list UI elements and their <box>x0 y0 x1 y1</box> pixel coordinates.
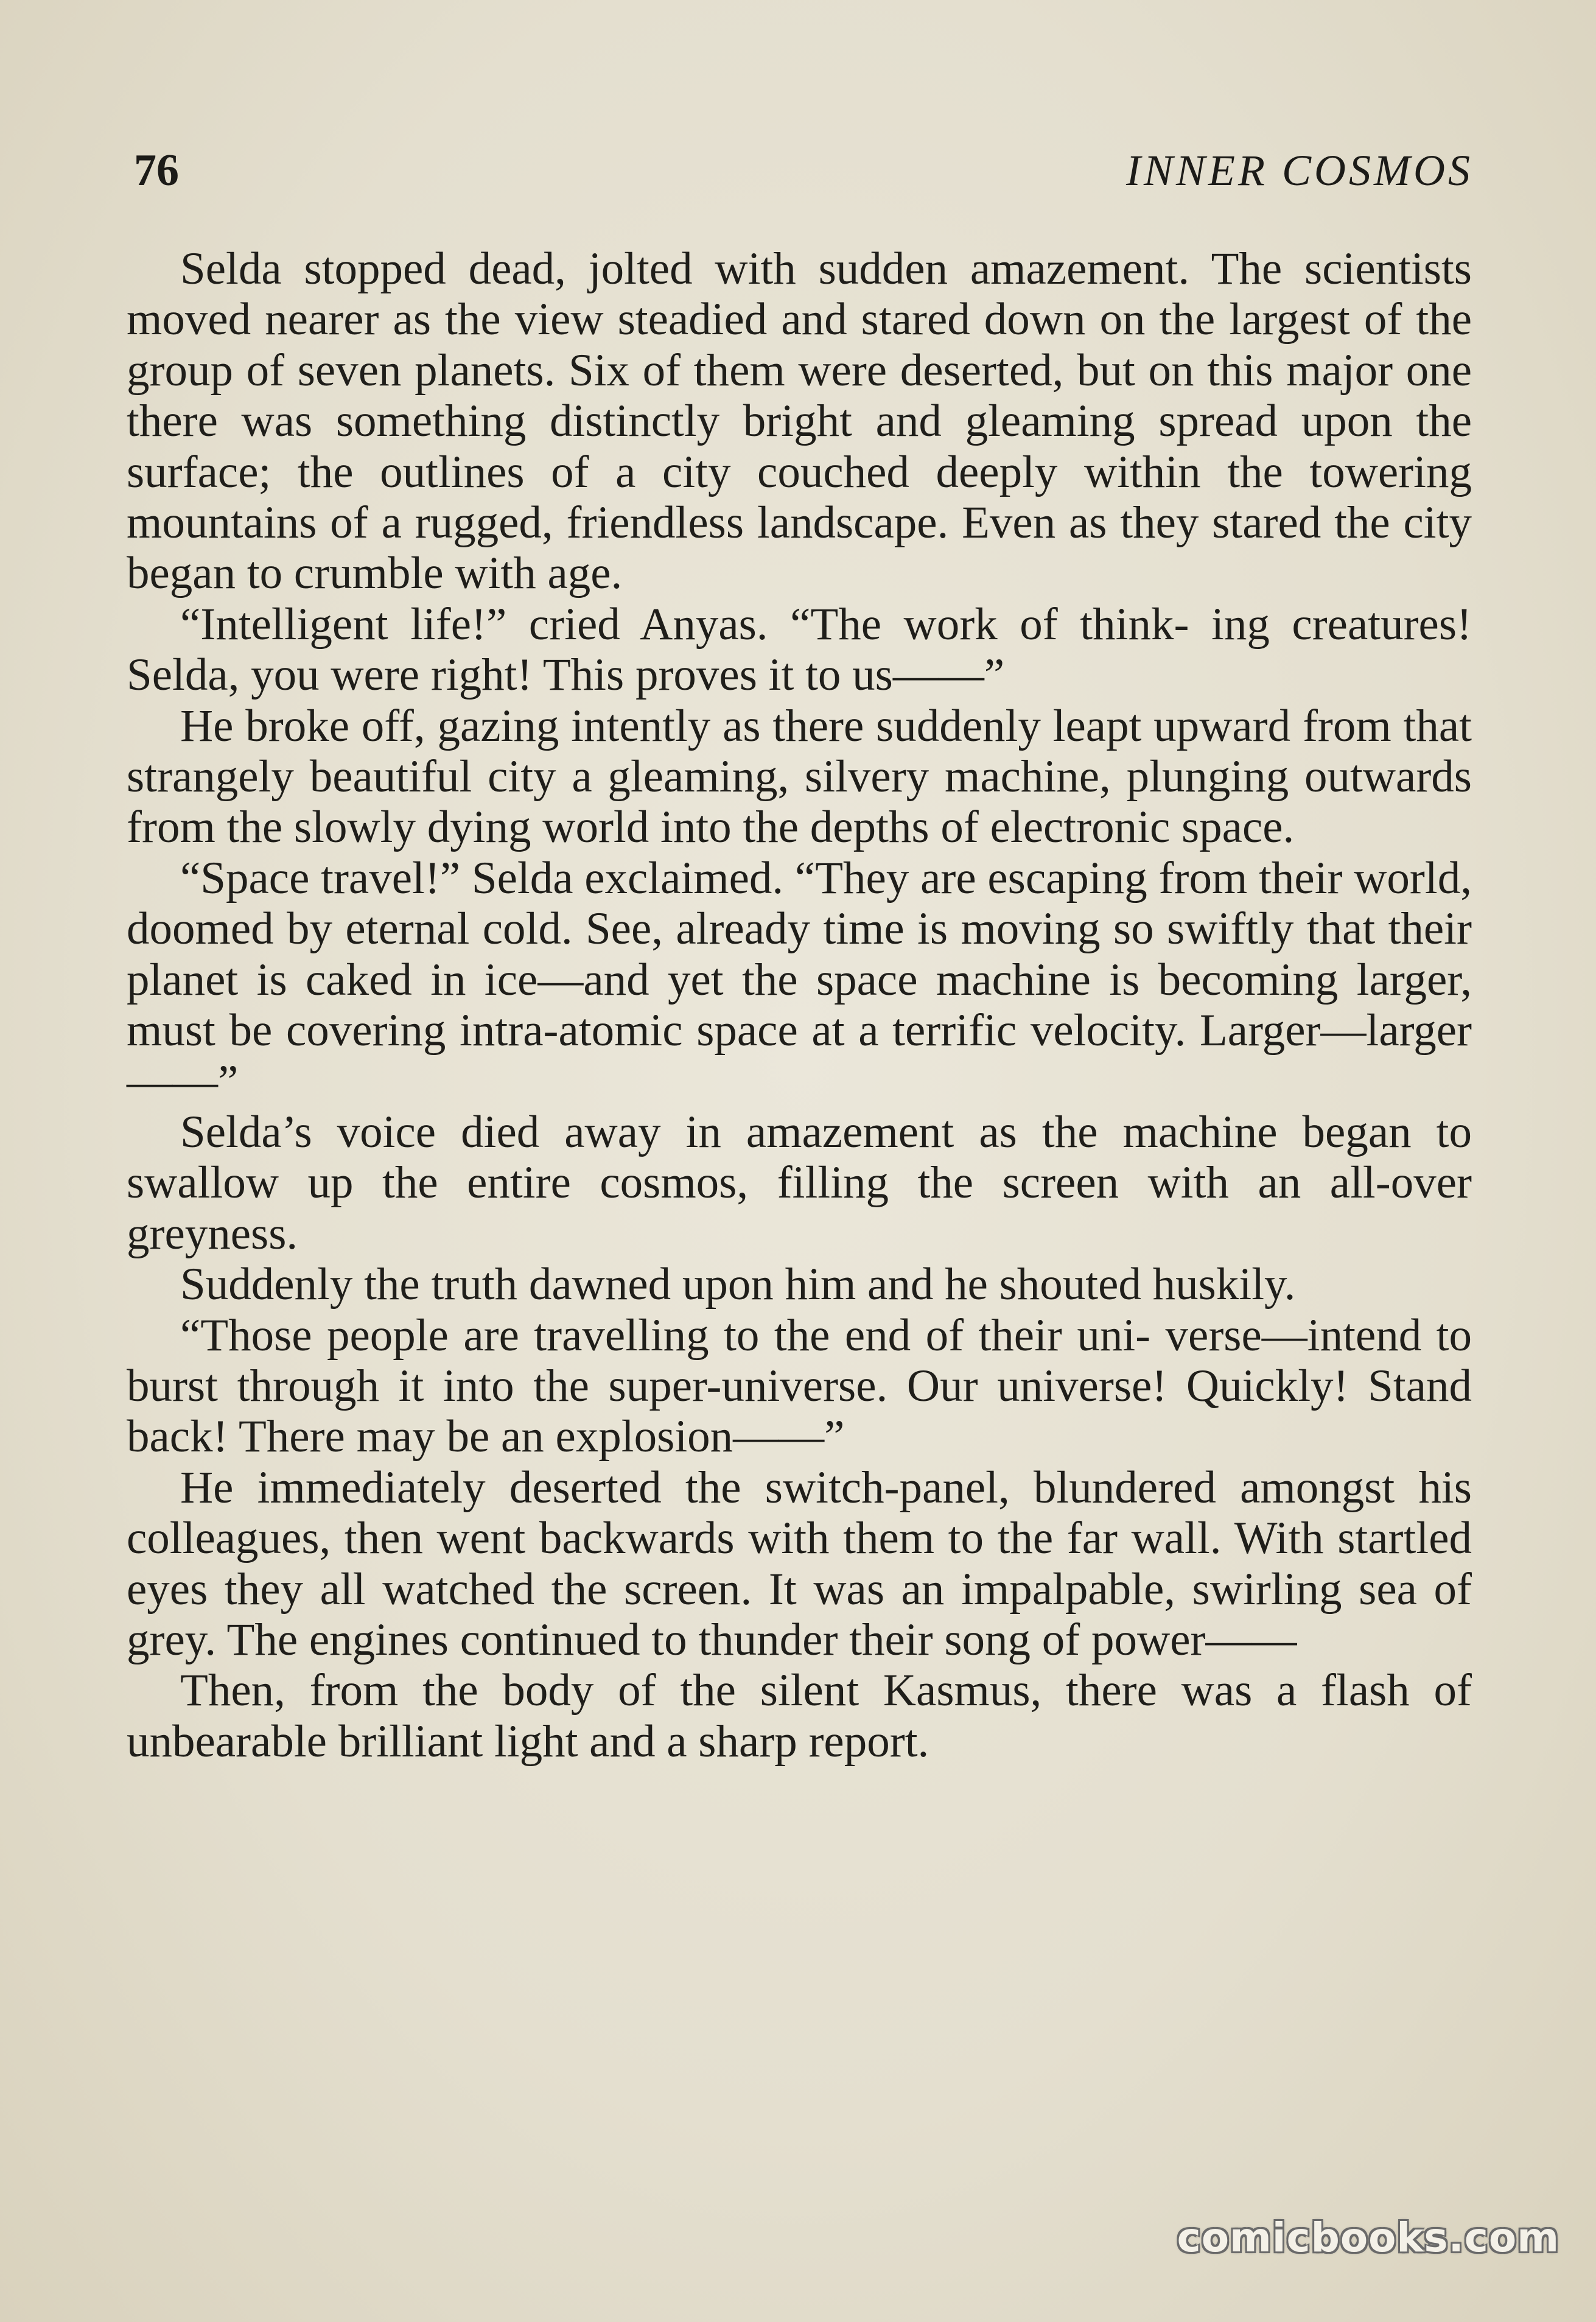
running-head <box>134 137 1473 204</box>
paragraph: Then, from the body of the silent Kasmus, there was a flash of unbearable brilliant light and a sharp report. <box>127 1665 1472 1767</box>
paragraph: He broke off, gazing intently as there suddenly leapt upward from that strangely beautiful city a gleaming, silvery machine, plunging outwards from the slowly dying world into the depths of electronic space. <box>127 700 1472 853</box>
paragraph: Suddenly the truth dawned upon him and he shouted huskily. <box>180 1259 1296 1310</box>
body-text <box>127 244 1472 1767</box>
paragraph: He immediately deserted the switch-panel, blundered amongst his colleagues, then went backwards with them to the far wall. With startled eyes they all watched the screen. It was an impalpable, swirling sea of grey. The engines continued to thunder their song of power—— <box>127 1462 1472 1665</box>
paragraph: Selda’s voice died away in amazement as the machine began to swallow up the entire cosmos, filling the screen with an all-over greyness. <box>127 1106 1472 1259</box>
paragraph: “Intelligent life!” cried Anyas. “The work of think- ing creatures! Selda, you were right! This proves it to us——” <box>127 598 1472 701</box>
paragraph: “Those people are travelling to the end of their uni- verse—intend to burst through it into the super-universe. Our universe! Quickly! Stand back! There may be an explosion——” <box>127 1310 1472 1462</box>
watermark: comicbooks.com <box>1177 2214 1559 2261</box>
paragraph: Selda stopped dead, jolted with sudden amazement. The scientists moved nearer as the view steadied and stared down on the largest of the group of seven planets. Six of them were deserted, but on this major one there was something distinctly bright and gleaming spread upon the surface; the outlines of a city couched deeply within the towering mountains of a rugged, friendless landscape. Even as they stared the city began to crumble with age. <box>127 244 1472 599</box>
page-number: 76 <box>134 146 179 195</box>
book-title: INNER COSMOS <box>1126 146 1473 195</box>
paragraph: “Space travel!” Selda exclaimed. “They are escaping from their world, doomed by eternal cold. See, already time is moving so swiftly that their planet is caked in ice—and yet the space machine is becoming larger, must be covering intra-atomic space at a terrific velocity. Larger—larger——” <box>127 852 1472 1107</box>
